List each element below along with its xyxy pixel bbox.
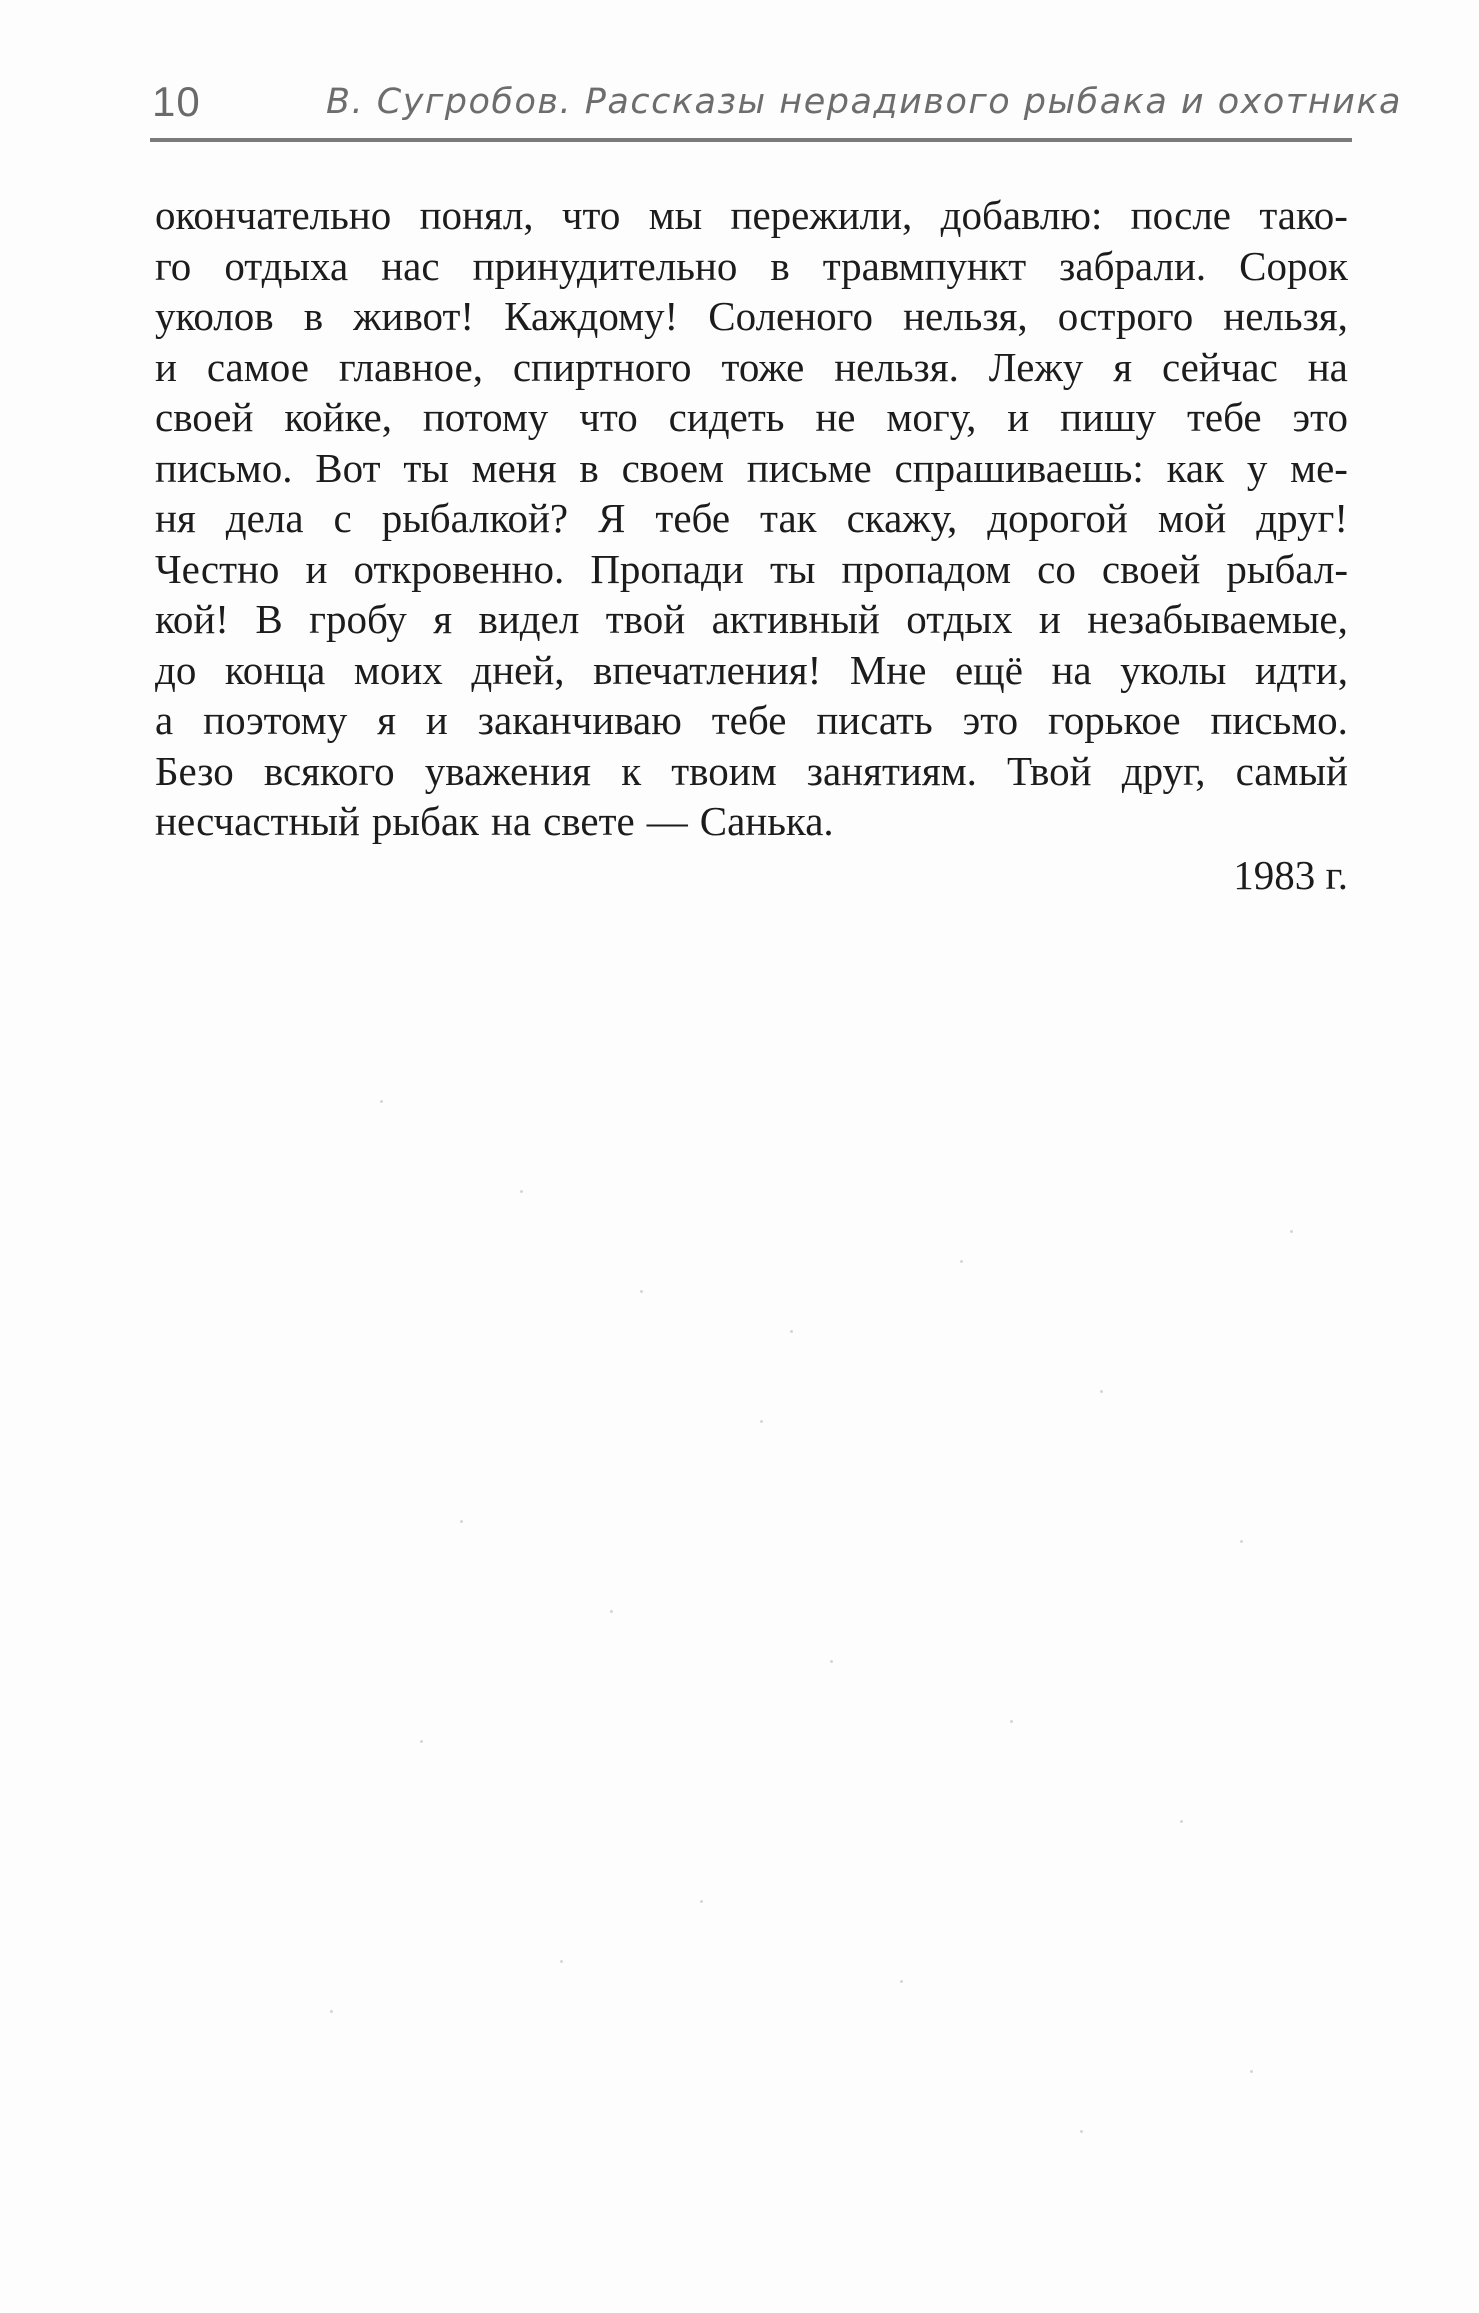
text-line: окончательно понял, что мы пережили, добавлю: после тако- — [155, 192, 1348, 238]
page-number: 10 — [152, 78, 201, 125]
header-rule — [150, 138, 1352, 142]
text-line: несчастный рыбак на свете — Санька. — [155, 798, 834, 844]
text-line: и самое главное, спиртного тоже нельзя. Лежу я сейчас на — [155, 343, 1348, 390]
running-head — [152, 74, 1402, 134]
text-line: Безо всякого уважения к твоим занятиям. Твой друг, самый — [155, 747, 1348, 794]
text-line: до конца моих дней, впечатления! Мне ещё на уколы идти, — [155, 646, 1348, 693]
text-line: уколов в живот! Каждому! Соленого нельзя, острого нельзя, — [155, 293, 1348, 339]
text-line: своей койке, потому что сидеть не могу, и пишу тебе это — [155, 394, 1348, 440]
text-line: ня дела с рыбалкой? Я тебе так скажу, дорогой мой друг! — [155, 495, 1348, 541]
text-line: письмо. Вот ты меня в своем письме спрашиваешь: как у ме- — [155, 444, 1348, 491]
text-line: го отдыха нас принудительно в травмпункт забрали. Сорок — [155, 242, 1348, 289]
text-line: Честно и откровенно. Пропади ты пропадом со своей рыбал- — [155, 545, 1348, 592]
date-signature: 1983 г. — [1233, 852, 1348, 898]
body-text — [155, 190, 1348, 847]
text-line: кой! В гробу я видел твой активный отдых и незабываемые, — [155, 596, 1348, 642]
running-head-title: В. Сугробов. Рассказы нерадивого рыбака и охотника — [326, 82, 1402, 122]
text-line: а поэтому я и заканчиваю тебе писать это горькое письмо. — [155, 697, 1348, 743]
